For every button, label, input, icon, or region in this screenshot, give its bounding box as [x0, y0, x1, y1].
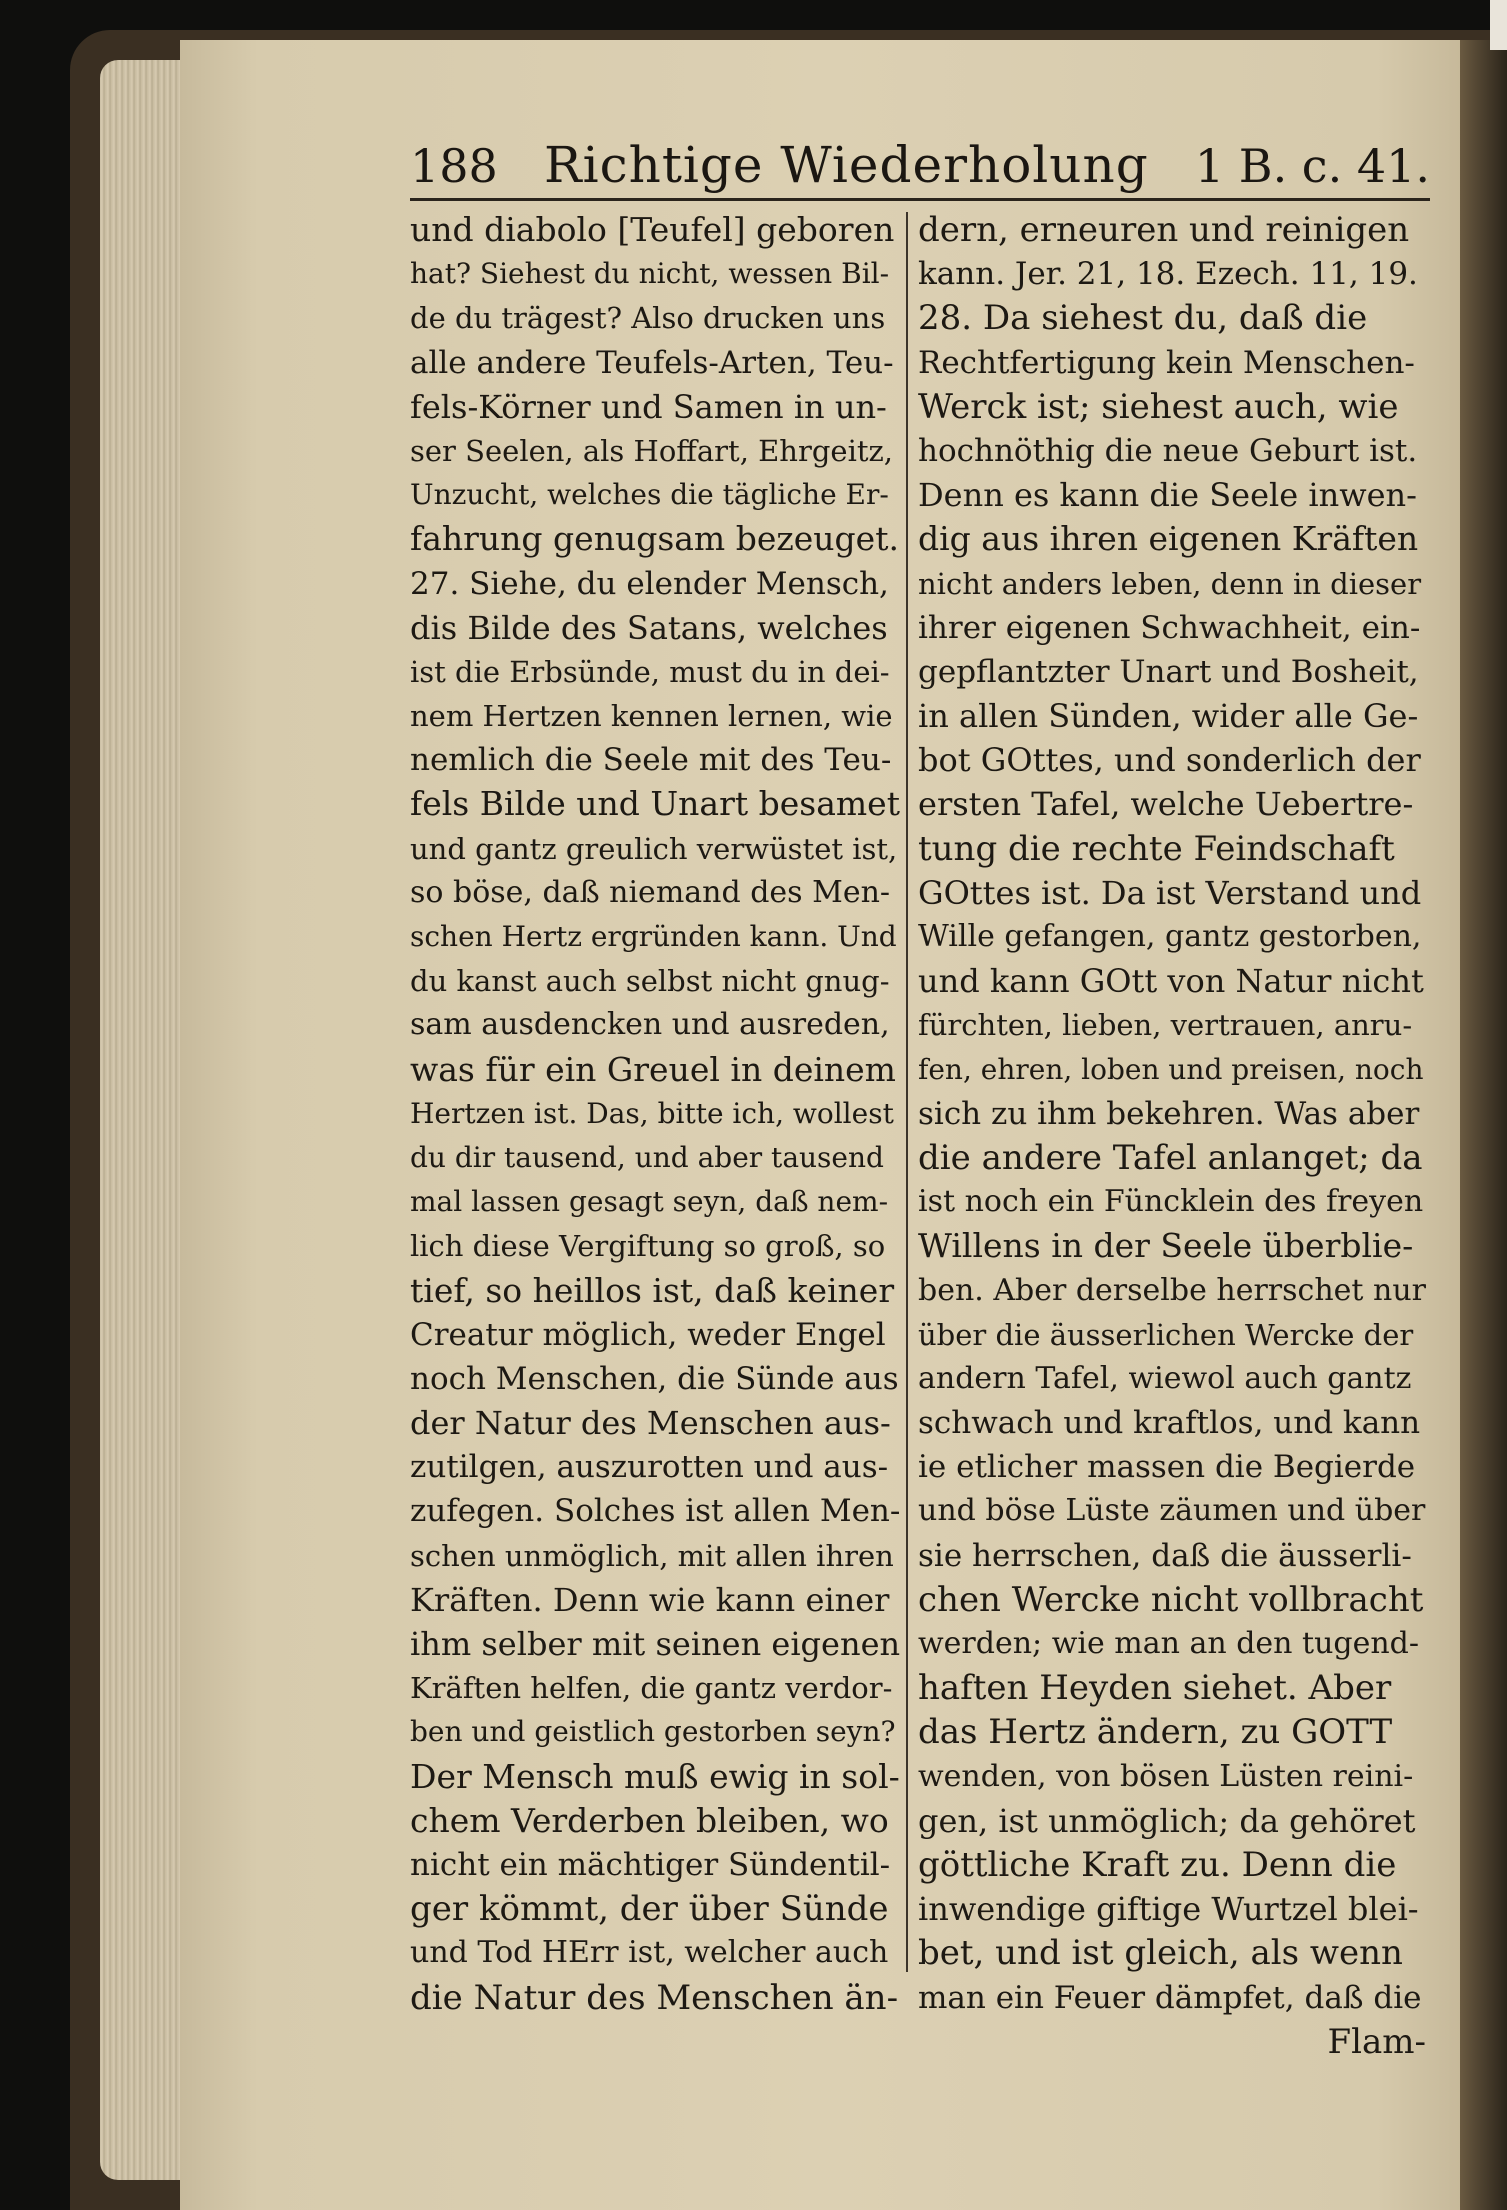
text-line: tung die rechte Feindschaft — [918, 828, 1395, 869]
text-line: ben und geistlich gestorben seyn? — [410, 1715, 896, 1749]
text-line: inwendige giftige Wurtzel blei- — [918, 1890, 1419, 1929]
text-line: und gantz greulich verwüstet ist, — [410, 831, 898, 866]
text-line: wenden, von bösen Lüsten reini- — [918, 1758, 1414, 1794]
text-line: und Tod HErr ist, welcher auch — [410, 1935, 889, 1971]
text-line: Denn es kann die Seele inwen- — [918, 476, 1417, 515]
text-line: die andere Tafel anlanget; da — [918, 1137, 1423, 1178]
text-line: die Natur des Menschen än- — [410, 1977, 899, 2018]
text-line: noch Menschen, die Sünde aus — [410, 1360, 899, 1397]
text-line: haften Heyden siehet. Aber — [918, 1668, 1392, 1709]
text-line: und böse Lüste zäumen und über — [918, 1493, 1426, 1529]
scan-corner-tab — [1490, 0, 1507, 50]
header-rule — [410, 198, 1430, 201]
page-number: 188 — [410, 139, 498, 193]
text-line: gepflantzter Unart und Bosheit, — [918, 653, 1419, 690]
text-line: nem Hertzen kennen lernen, wie — [410, 699, 893, 734]
text-line: das Hertz ändern, zu GOTT — [918, 1712, 1393, 1753]
text-line: Hertzen ist. Das, bitte ich, wollest — [410, 1096, 894, 1130]
text-line: Kräften helfen, die gantz verdor- — [410, 1671, 893, 1706]
text-line: man ein Feuer dämpfet, daß die — [918, 1979, 1422, 2016]
text-line: Rechtfertigung kein Menschen- — [918, 344, 1415, 381]
running-title: Richtige Wiederholung — [543, 136, 1149, 194]
text-line: hochnöthig die neue Geburt ist. — [918, 432, 1418, 469]
text-line: so böse, daß niemand des Men- — [410, 874, 891, 910]
text-line: fels Bilde und Unart besamet — [410, 784, 900, 824]
text-line: werden; wie man an den tugend- — [918, 1626, 1420, 1661]
text-line: ser Seelen, als Hoffart, Ehrgeitz, — [410, 433, 893, 468]
text-line: Unzucht, welches die tägliche Er- — [410, 478, 889, 512]
text-line: andern Tafel, wiewol auch gantz — [918, 1360, 1412, 1396]
text-line: 27. Siehe, du elender Mensch, — [410, 565, 889, 602]
text-line: fürchten, lieben, vertrauen, anru- — [918, 1008, 1413, 1043]
text-line: kann. Jer. 21, 18. Ezech. 11, 19. — [918, 256, 1418, 293]
text-line: und kann GOtt von Natur nicht — [918, 962, 1424, 1001]
running-header — [410, 130, 1430, 200]
text-line: gen, ist unmöglich; da gehöret — [918, 1801, 1416, 1840]
text-line: bet, und ist gleich, als wenn — [918, 1933, 1403, 1974]
text-line: alle andere Teufels-Arten, Teu- — [410, 344, 894, 381]
text-line: nicht anders leben, denn in dieser — [918, 566, 1422, 601]
text-line: sich zu ihm bekehren. Was aber — [918, 1095, 1420, 1132]
text-line: sie herrschen, daß die äusserli- — [918, 1537, 1412, 1574]
text-line: ihm selber mit seinen eigenen — [410, 1625, 900, 1663]
text-line: GOttes ist. Da ist Verstand und — [918, 873, 1422, 912]
text-line: göttliche Kraft zu. Denn die — [918, 1844, 1397, 1885]
text-line: fels-Körner und Samen in un- — [410, 387, 887, 426]
text-line: Creatur möglich, weder Engel — [410, 1316, 886, 1353]
text-line: nicht ein mächtiger Sündentil- — [410, 1846, 891, 1883]
text-line: nemlich die Seele mit des Teu- — [410, 742, 892, 779]
text-line: du dir tausend, und aber tausend — [410, 1140, 884, 1174]
text-line: dern, erneuren und reinigen — [918, 210, 1410, 250]
text-line: du kanst auch selbst nicht gnug- — [410, 964, 890, 999]
catchword: Flam- — [1327, 2021, 1426, 2062]
text-line: hat? Siehest du nicht, wessen Bil- — [410, 257, 890, 291]
text-line: Der Mensch muß ewig in sol- — [410, 1756, 900, 1796]
text-line: 28. Da siehest du, daß die — [918, 298, 1368, 339]
column-divider — [906, 212, 908, 1972]
text-line: schwach und kraftlos, und kann — [918, 1405, 1421, 1442]
text-line: was für ein Greuel in deinem — [410, 1049, 896, 1089]
text-line: fahrung genugsam bezeuget. — [410, 519, 899, 559]
left-text-column — [410, 208, 900, 2020]
section-reference: 1 B. c. 41. — [1194, 139, 1430, 193]
text-line: ger kömmt, der über Sünde — [410, 1889, 889, 1930]
right-text-column — [918, 208, 1426, 2064]
text-line: zutilgen, auszurotten und aus- — [410, 1449, 889, 1486]
text-line: in allen Sünden, wider alle Ge- — [918, 697, 1419, 736]
text-line: dis Bilde des Satans, welches — [410, 608, 888, 647]
text-line: sam ausdencken und ausreden, — [410, 1007, 890, 1043]
text-line: ihrer eigenen Schwachheit, ein- — [918, 609, 1421, 646]
text-line: schen unmöglich, mit allen ihren — [410, 1538, 894, 1573]
text-line: fen, ehren, loben und preisen, noch — [918, 1052, 1424, 1086]
text-line: chen Wercke nicht vollbracht — [918, 1579, 1424, 1620]
text-line: ersten Tafel, welche Uebertre- — [918, 785, 1414, 824]
text-line: tief, so heillos ist, daß keiner — [410, 1270, 895, 1310]
text-line: über die äusserlichen Wercke der — [918, 1317, 1414, 1352]
text-line: schen Hertz ergründen kann. Und — [410, 920, 897, 953]
text-line: ist noch ein Füncklein des freyen — [918, 1184, 1424, 1220]
text-line: bot GOttes, und sonderlich der — [918, 741, 1421, 780]
text-line: dig aus ihren eigenen Kräften — [918, 519, 1419, 559]
text-line: Werck ist; siehest auch, wie — [918, 386, 1399, 427]
text-line: und diabolo [Teufel] geboren — [410, 210, 895, 249]
text-line: chem Verderben bleiben, wo — [410, 1800, 889, 1840]
text-line: mal lassen gesagt seyn, daß nem- — [410, 1185, 889, 1219]
text-line: lich diese Vergiftung so groß, so — [410, 1229, 886, 1264]
text-line: ie etlicher massen die Begierde — [918, 1449, 1416, 1486]
text-line: Wille gefangen, gantz gestorben, — [918, 919, 1422, 954]
text-line: Willens in der Seele überblie- — [918, 1226, 1414, 1266]
text-line: der Natur des Menschen aus- — [410, 1404, 891, 1443]
text-line: Kräften. Denn wie kann einer — [410, 1580, 890, 1619]
text-line: ist die Erbsünde, must du in dei- — [410, 654, 890, 689]
text-line: de du trägest? Also drucken uns — [410, 301, 886, 336]
book-gutter — [1460, 40, 1507, 2210]
text-line: zufegen. Solches ist allen Men- — [410, 1493, 900, 1530]
text-line: ben. Aber derselbe herrschet nur — [918, 1272, 1426, 1308]
